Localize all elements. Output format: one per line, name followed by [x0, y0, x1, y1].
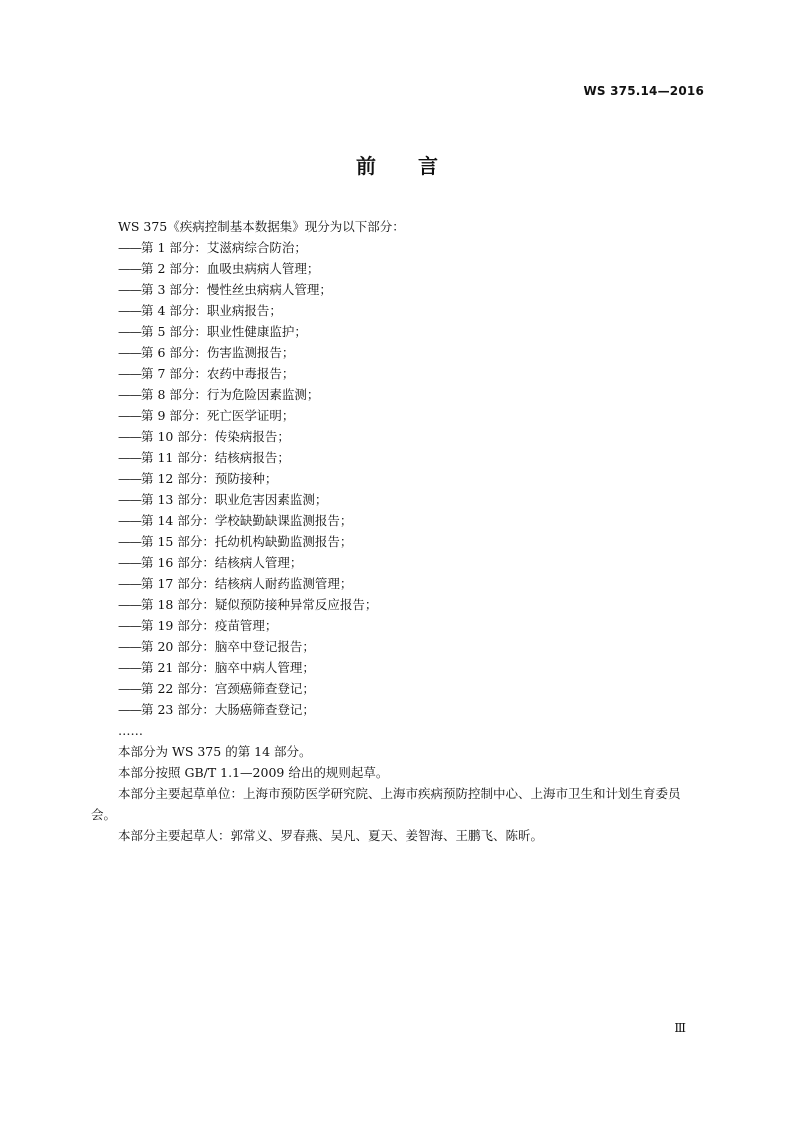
list-item-text: 第 23 部分：大肠癌筛查登记；: [141, 702, 315, 717]
list-item-text: 第 3 部分：慢性丝虫病病人管理；: [141, 282, 332, 297]
list-item: [91, 531, 705, 552]
list-item-text: 第 14 部分：学校缺勤缺课监测报告；: [141, 513, 353, 528]
page-title: [0, 150, 794, 179]
list-item-dash: ——: [118, 282, 141, 297]
list-item-text: 第 9 部分：死亡医学证明；: [141, 408, 295, 423]
list-item-text: 第 8 部分：行为危险因素监测；: [141, 387, 320, 402]
list-item-text: 第 13 部分：职业危害因素监测；: [141, 492, 328, 507]
page-number: Ⅲ: [674, 1021, 686, 1035]
list-item-dash: ——: [118, 555, 141, 570]
list-item-text: 第 6 部分：伤害监测报告；: [141, 345, 295, 360]
list-item: [91, 237, 705, 258]
list-item: [91, 699, 705, 720]
list-item-text: 第 1 部分：艾滋病综合防治；: [141, 240, 307, 255]
list-item: [91, 489, 705, 510]
list-item: [91, 279, 705, 300]
list-item: [91, 426, 705, 447]
page-title-second-char: 言: [418, 154, 438, 178]
part-statement-paragraph: 本部分为 WS 375 的第 14 部分。: [118, 744, 312, 759]
list-item-dash: ——: [118, 597, 141, 612]
list-item-dash: ——: [118, 639, 141, 654]
list-item-text: 第 18 部分：疑似预防接种异常反应报告；: [141, 597, 378, 612]
list-item: [91, 363, 705, 384]
list-item: [91, 468, 705, 489]
list-item: [91, 615, 705, 636]
list-item-text: 第 17 部分：结核病人耐药监测管理；: [141, 576, 353, 591]
list-item-dash: ——: [118, 618, 141, 633]
list-item-dash: ——: [118, 513, 141, 528]
list-item-text: 第 19 部分：疫苗管理；: [141, 618, 278, 633]
list-item: [91, 300, 705, 321]
list-item: [91, 321, 705, 342]
list-item: [91, 342, 705, 363]
list-item-dash: ——: [118, 576, 141, 591]
list-item-text: 第 21 部分：脑卒中病人管理；: [141, 660, 315, 675]
list-item: [91, 594, 705, 615]
list-item-dash: ——: [118, 408, 141, 423]
list-item-dash: ——: [118, 240, 141, 255]
list-item-text: 第 2 部分：血吸虫病病人管理；: [141, 261, 320, 276]
list-item-dash: ——: [118, 303, 141, 318]
list-item-dash: ——: [118, 429, 141, 444]
list-item-text: 第 7 部分：农药中毒报告；: [141, 366, 295, 381]
list-item-text: 第 22 部分：宫颈癌筛查登记；: [141, 681, 315, 696]
page-title-first-char: 前: [356, 154, 376, 178]
drafting-units-paragraph: 本部分主要起草单位：上海市预防医学研究院、上海市疾病预防控制中心、上海市卫生和计划生育委员会。: [91, 786, 681, 822]
list-item: [91, 636, 705, 657]
foreword-body: [91, 216, 705, 846]
list-item-dash: ——: [118, 387, 141, 402]
list-item-text: 第 16 部分：结核病人管理；: [141, 555, 303, 570]
drafting-rules-paragraph: 本部分按照 GB/T 1.1—2009 给出的规则起草。: [118, 765, 389, 780]
list-item: [91, 384, 705, 405]
list-item-text: 第 11 部分：结核病报告；: [141, 450, 290, 465]
list-item: [91, 258, 705, 279]
list-item-text: 第 15 部分：托幼机构缺勤监测报告；: [141, 534, 353, 549]
parts-list: [91, 237, 705, 720]
list-item-dash: ——: [118, 492, 141, 507]
parts-ellipsis: ……: [118, 723, 143, 738]
list-item-dash: ——: [118, 324, 141, 339]
list-item: [91, 447, 705, 468]
list-item: [91, 573, 705, 594]
list-item: [91, 552, 705, 573]
list-item-dash: ——: [118, 681, 141, 696]
drafters-paragraph: 本部分主要起草人：郭常义、罗春燕、吴凡、夏天、姜智海、王鹏飞、陈昕。: [118, 828, 544, 843]
list-item: [91, 510, 705, 531]
list-item-text: 第 12 部分：预防接种；: [141, 471, 278, 486]
list-item: [91, 678, 705, 699]
list-item: [91, 405, 705, 426]
list-item-dash: ——: [118, 702, 141, 717]
list-item-text: 第 4 部分：职业病报告；: [141, 303, 282, 318]
list-item: [91, 657, 705, 678]
list-item-dash: ——: [118, 534, 141, 549]
list-item-text: 第 10 部分：传染病报告；: [141, 429, 290, 444]
list-item-text: 第 5 部分：职业性健康监护；: [141, 324, 307, 339]
list-item-dash: ——: [118, 450, 141, 465]
list-item-dash: ——: [118, 345, 141, 360]
list-item-dash: ——: [118, 660, 141, 675]
intro-paragraph: WS 375《疾病控制基本数据集》现分为以下部分：: [118, 219, 405, 234]
list-item-dash: ——: [118, 261, 141, 276]
list-item-dash: ——: [118, 471, 141, 486]
list-item-dash: ——: [118, 366, 141, 381]
list-item-text: 第 20 部分：脑卒中登记报告；: [141, 639, 315, 654]
standard-code: WS 375.14—2016: [583, 84, 704, 98]
